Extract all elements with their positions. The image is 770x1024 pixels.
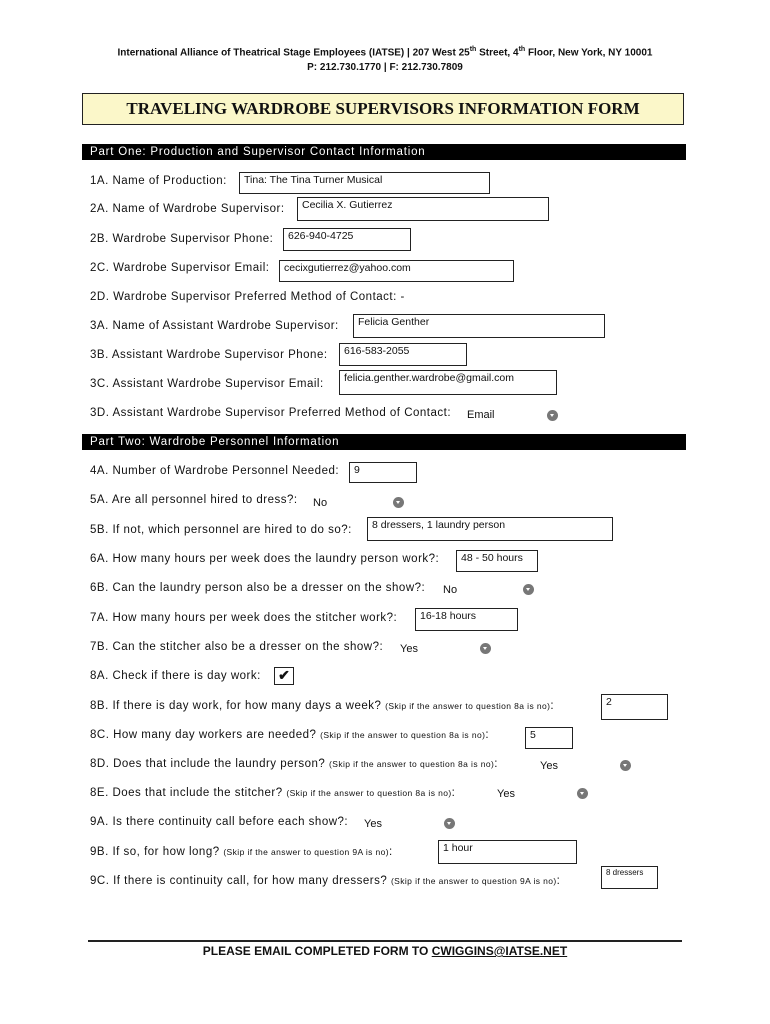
q9b-label: 9B. If so, for how long? (Skip if the answer to question 9A is no): <box>90 846 393 858</box>
q2c-label: 2C. Wardrobe Supervisor Email: <box>90 262 270 274</box>
q3a-label: 3A. Name of Assistant Wardrobe Supervisor: <box>90 320 339 332</box>
form-title: TRAVELING WARDROBE SUPERVISORS INFORMATION FORM <box>82 93 684 125</box>
continuity-dressers-field[interactable]: 8 dressers <box>601 866 658 889</box>
chevron-down-icon[interactable] <box>547 410 558 421</box>
q8c-label: 8C. How many day workers are needed? (Skip if the answer to question 8a is no): <box>90 729 490 741</box>
chevron-down-icon[interactable] <box>523 584 534 595</box>
q4a-label: 4A. Number of Wardrobe Personnel Needed: <box>90 465 340 477</box>
contact-method-value[interactable]: - <box>400 291 405 303</box>
q2a-label: 2A. Name of Wardrobe Supervisor: <box>90 203 285 215</box>
laundry-hours-field[interactable]: 48 - 50 hours <box>456 550 538 572</box>
q9c-label: 9C. If there is continuity call, for how many dressers? (Skip if the answer to question 9A is no): <box>90 875 561 887</box>
q2b-label: 2B. Wardrobe Supervisor Phone: <box>90 233 274 245</box>
org-address: International Alliance of Theatrical Stage Employees (IATSE) | 207 West 25th Street, 4th Floor, New York, NY 10001 <box>117 46 653 59</box>
continuity-length-field[interactable]: 1 hour <box>438 840 577 864</box>
stitcher-hours-field[interactable]: 16-18 hours <box>415 608 518 631</box>
chevron-down-icon[interactable] <box>393 497 404 508</box>
email-link[interactable]: CWIGGINS@IATSE.NET <box>431 944 568 958</box>
personnel-count-field[interactable]: 9 <box>349 462 417 483</box>
assistant-name-field[interactable]: Felicia Genther <box>353 314 605 338</box>
assistant-phone-field[interactable]: 616-583-2055 <box>339 343 467 366</box>
q8e-label: 8E. Does that include the stitcher? (Skip if the answer to question 8a is no): <box>90 787 456 799</box>
footer-instruction: PLEASE EMAIL COMPLETED FORM TO CWIGGINS@IATSE.NET <box>202 944 568 958</box>
org-phone-fax: P: 212.730.1770 | F: 212.730.7809 <box>307 62 463 73</box>
assistant-email-field[interactable]: felicia.genther.wardrobe@gmail.com <box>339 370 557 395</box>
q6b-label: 6B. Can the laundry person also be a dresser on the show?: <box>90 582 426 594</box>
supervisor-name-field[interactable]: Cecilia X. Gutierrez <box>297 197 549 221</box>
q8b-label: 8B. If there is day work, for how many days a week? (Skip if the answer to question 8a is no): <box>90 700 555 712</box>
chevron-down-icon[interactable] <box>480 643 491 654</box>
chevron-down-icon[interactable] <box>444 818 455 829</box>
includes-stitcher-select[interactable]: Yes <box>497 788 515 800</box>
section-part-one: Part One: Production and Supervisor Contact Information <box>82 144 686 160</box>
q6a-label: 6A. How many hours per week does the laundry person work?: <box>90 553 440 565</box>
dress-personnel-field[interactable]: 8 dressers, 1 laundry person <box>367 517 613 541</box>
stitcher-dresser-select[interactable]: Yes <box>400 643 418 655</box>
day-work-checkbox[interactable]: ✔ <box>274 667 294 685</box>
footer-divider <box>88 940 682 942</box>
q5b-label: 5B. If not, which personnel are hired to do so?: <box>90 524 352 536</box>
q7b-label: 7B. Can the stitcher also be a dresser on the show?: <box>90 641 384 653</box>
q2d-label: 2D. Wardrobe Supervisor Preferred Method of Contact: - <box>90 291 405 303</box>
chevron-down-icon[interactable] <box>577 788 588 799</box>
q8a-label: 8A. Check if there is day work: <box>90 670 261 682</box>
supervisor-email-field[interactable]: cecixgutierrez@yahoo.com <box>279 260 514 282</box>
q3d-label: 3D. Assistant Wardrobe Supervisor Preferred Method of Contact: <box>90 407 452 419</box>
day-work-days-field[interactable]: 2 <box>601 694 668 720</box>
q9a-label: 9A. Is there continuity call before each show?: <box>90 816 349 828</box>
laundry-dresser-select[interactable]: No <box>443 584 458 596</box>
all-dress-select[interactable]: No <box>313 497 328 509</box>
assistant-contact-method-select[interactable]: Email <box>467 409 495 421</box>
continuity-call-select[interactable]: Yes <box>364 818 382 830</box>
q8d-label: 8D. Does that include the laundry person? (Skip if the answer to question 8a is no): <box>90 758 498 770</box>
q7a-label: 7A. How many hours per week does the stitcher work?: <box>90 612 398 624</box>
section-part-two: Part Two: Wardrobe Personnel Information <box>82 434 686 450</box>
chevron-down-icon[interactable] <box>620 760 631 771</box>
supervisor-phone-field[interactable]: 626-940-4725 <box>283 228 411 251</box>
q3b-label: 3B. Assistant Wardrobe Supervisor Phone: <box>90 349 328 361</box>
q3c-label: 3C. Assistant Wardrobe Supervisor Email: <box>90 378 324 390</box>
production-name-field[interactable]: Tina: The Tina Turner Musical <box>239 172 490 194</box>
q1a-label: 1A. Name of Production: <box>90 175 227 187</box>
includes-laundry-select[interactable]: Yes <box>540 760 558 772</box>
q5a-label: 5A. Are all personnel hired to dress?: <box>90 494 298 506</box>
day-workers-field[interactable]: 5 <box>525 727 573 749</box>
